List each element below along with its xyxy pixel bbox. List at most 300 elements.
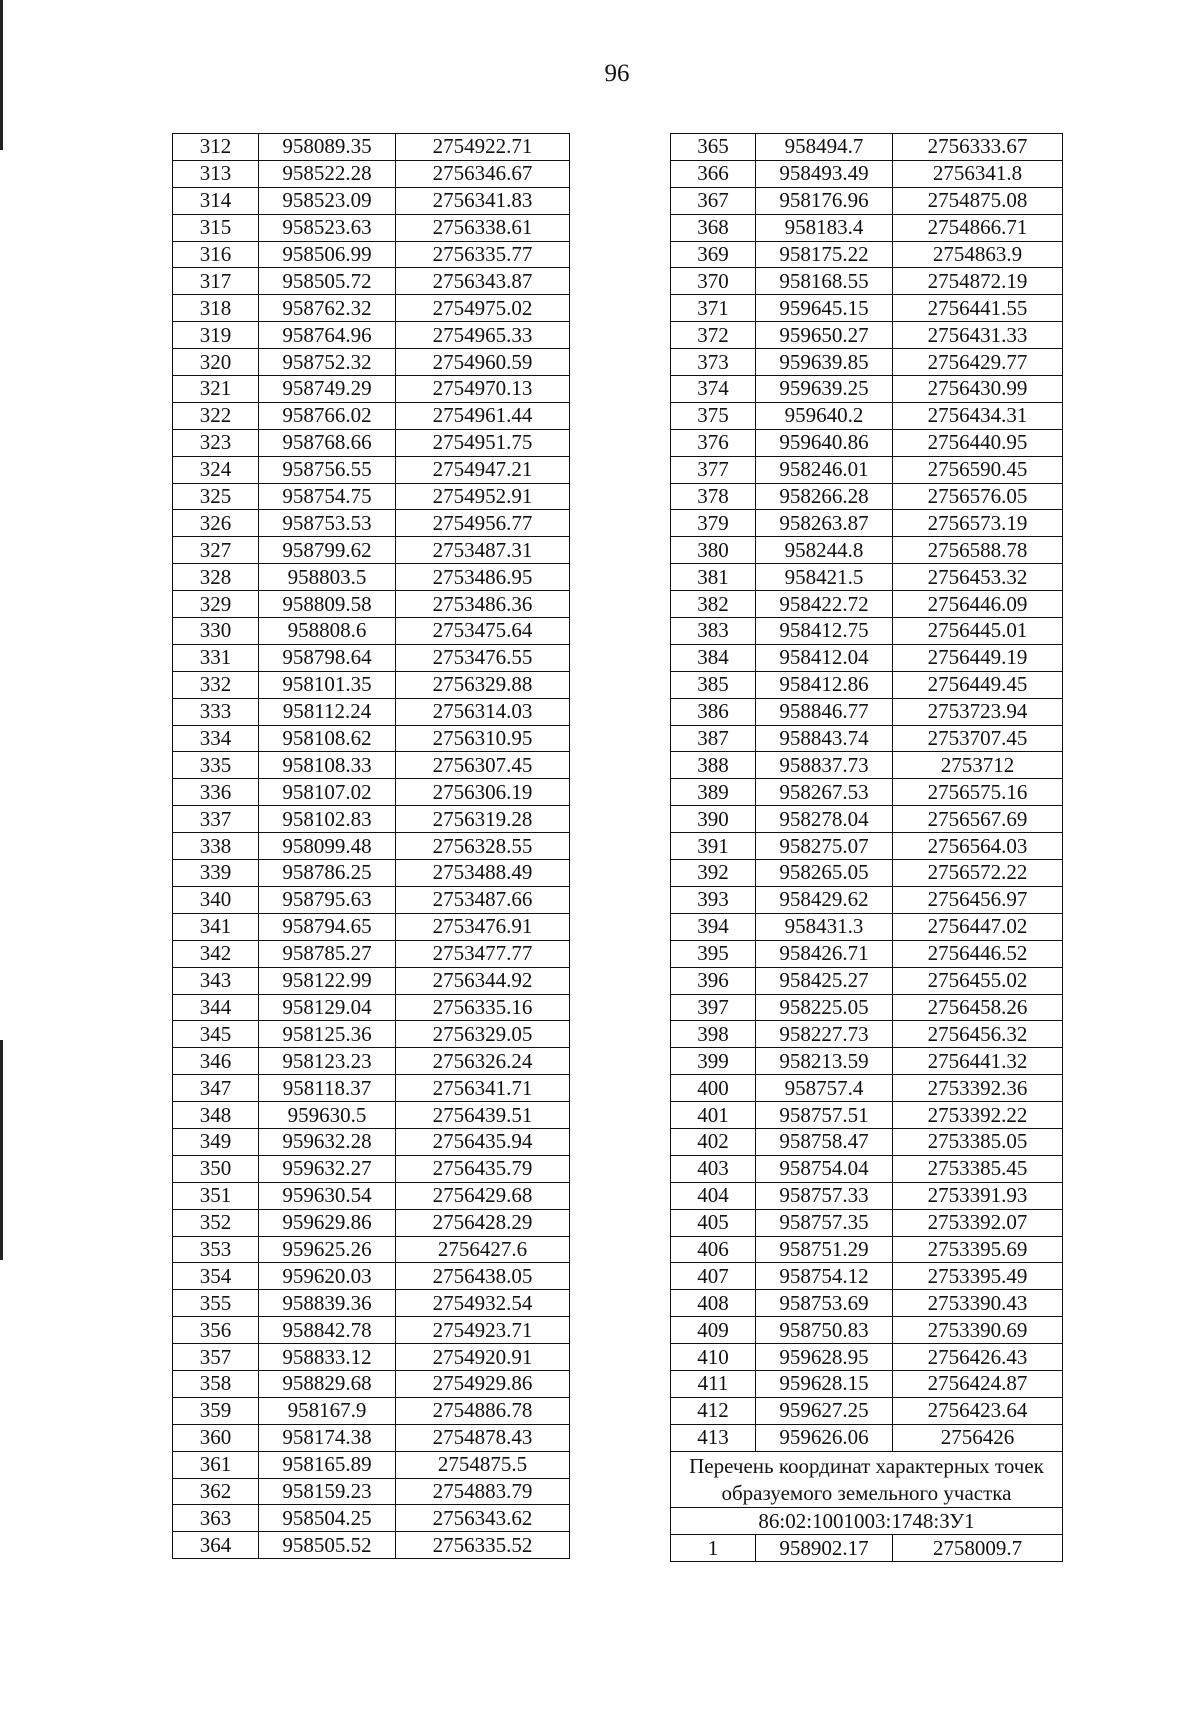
table-row	[671, 1182, 1063, 1209]
x-coordinate: 958757.4	[756, 1075, 893, 1102]
point-number: 387	[671, 725, 756, 752]
y-coordinate: 2756335.77	[396, 241, 570, 268]
table-row	[173, 1505, 570, 1532]
x-coordinate: 959630.5	[259, 1102, 396, 1129]
x-coordinate: 959632.27	[259, 1155, 396, 1182]
table-row	[173, 1102, 570, 1129]
coordinates-table-body	[173, 134, 570, 1559]
y-coordinate: 2756341.8	[893, 160, 1063, 187]
x-coordinate: 958754.12	[756, 1263, 893, 1290]
point-number: 352	[173, 1209, 259, 1236]
y-coordinate: 2756346.67	[396, 160, 570, 187]
x-coordinate: 958753.53	[259, 510, 396, 537]
y-coordinate: 2754872.19	[893, 268, 1063, 295]
x-coordinate: 958125.36	[259, 1021, 396, 1048]
y-coordinate: 2753476.55	[396, 644, 570, 671]
x-coordinate: 958102.83	[259, 806, 396, 833]
x-coordinate: 958506.99	[259, 241, 396, 268]
x-coordinate: 958794.65	[259, 913, 396, 940]
table-row	[173, 1451, 570, 1478]
table-row	[173, 376, 570, 403]
x-coordinate: 958244.8	[756, 537, 893, 564]
y-coordinate: 2756446.52	[893, 940, 1063, 967]
x-coordinate: 958263.87	[756, 510, 893, 537]
table-row	[671, 322, 1063, 349]
table-row	[671, 402, 1063, 429]
point-number: 315	[173, 214, 259, 241]
point-number: 361	[173, 1451, 259, 1478]
y-coordinate: 2753487.31	[396, 537, 570, 564]
y-coordinate: 2756588.78	[893, 537, 1063, 564]
x-coordinate: 958101.35	[259, 671, 396, 698]
table-row	[671, 1209, 1063, 1236]
y-coordinate: 2754922.71	[396, 134, 570, 161]
point-number: 326	[173, 510, 259, 537]
table-row	[173, 295, 570, 322]
x-coordinate: 958183.4	[756, 214, 893, 241]
point-number: 394	[671, 913, 756, 940]
table-row	[173, 591, 570, 618]
y-coordinate: 2754932.54	[396, 1290, 570, 1317]
point-number: 411	[671, 1370, 756, 1397]
point-number: 320	[173, 349, 259, 376]
point-number: 312	[173, 134, 259, 161]
table-row	[671, 295, 1063, 322]
y-coordinate: 2754878.43	[396, 1424, 570, 1451]
x-coordinate: 959629.86	[259, 1209, 396, 1236]
point-number: 379	[671, 510, 756, 537]
y-coordinate: 2756458.26	[893, 994, 1063, 1021]
table-row	[173, 833, 570, 860]
point-number: 396	[671, 967, 756, 994]
table-row	[173, 698, 570, 725]
table-row	[173, 510, 570, 537]
x-coordinate: 958422.72	[756, 591, 893, 618]
table-row	[173, 402, 570, 429]
x-coordinate: 958808.6	[259, 618, 396, 645]
point-number: 331	[173, 644, 259, 671]
x-coordinate: 958785.27	[259, 940, 396, 967]
x-coordinate: 958504.25	[259, 1505, 396, 1532]
table-row	[173, 806, 570, 833]
table-row	[173, 1075, 570, 1102]
y-coordinate: 2756429.68	[396, 1182, 570, 1209]
x-coordinate: 958753.69	[756, 1290, 893, 1317]
table-row	[173, 1182, 570, 1209]
table-row	[173, 940, 570, 967]
y-coordinate: 2756333.67	[893, 134, 1063, 161]
point-number: 404	[671, 1182, 756, 1209]
x-coordinate: 958786.25	[259, 860, 396, 887]
x-coordinate: 958112.24	[259, 698, 396, 725]
table-row	[671, 564, 1063, 591]
x-coordinate: 958751.29	[756, 1236, 893, 1263]
point-number: 329	[173, 591, 259, 618]
y-coordinate: 2756329.05	[396, 1021, 570, 1048]
y-coordinate: 2753385.05	[893, 1128, 1063, 1155]
point-number: 317	[173, 268, 259, 295]
y-coordinate: 2756576.05	[893, 483, 1063, 510]
y-coordinate: 2756455.02	[893, 967, 1063, 994]
x-coordinate: 959628.95	[756, 1344, 893, 1371]
point-number: 370	[671, 268, 756, 295]
table-row	[173, 1021, 570, 1048]
x-coordinate: 958421.5	[756, 564, 893, 591]
table-row	[173, 160, 570, 187]
point-number: 382	[671, 591, 756, 618]
y-coordinate: 2753707.45	[893, 725, 1063, 752]
y-coordinate: 2753395.69	[893, 1236, 1063, 1263]
x-coordinate: 959640.86	[756, 429, 893, 456]
point-number: 407	[671, 1263, 756, 1290]
point-number: 321	[173, 376, 259, 403]
table-row	[173, 1263, 570, 1290]
y-coordinate: 2756306.19	[396, 779, 570, 806]
x-coordinate: 958175.22	[756, 241, 893, 268]
y-coordinate: 2754929.86	[396, 1370, 570, 1397]
y-coordinate: 2756326.24	[396, 1048, 570, 1075]
point-number: 405	[671, 1209, 756, 1236]
point-number: 400	[671, 1075, 756, 1102]
x-coordinate: 958902.17	[756, 1535, 893, 1562]
table-row	[671, 1263, 1063, 1290]
section-header	[671, 1451, 1063, 1535]
y-coordinate: 2753392.22	[893, 1102, 1063, 1129]
point-number: 413	[671, 1424, 756, 1451]
table-row	[173, 1128, 570, 1155]
x-coordinate: 958839.36	[259, 1290, 396, 1317]
point-number: 368	[671, 214, 756, 241]
point-number: 388	[671, 752, 756, 779]
x-coordinate: 958107.02	[259, 779, 396, 806]
table-row	[671, 134, 1063, 161]
y-coordinate: 2756456.32	[893, 1021, 1063, 1048]
table-row	[173, 860, 570, 887]
coordinates-table-body	[671, 1535, 1063, 1562]
table-row	[671, 994, 1063, 1021]
point-number: 383	[671, 618, 756, 645]
y-coordinate: 2756575.16	[893, 779, 1063, 806]
table-row	[173, 241, 570, 268]
x-coordinate: 958246.01	[756, 456, 893, 483]
x-coordinate: 958412.86	[756, 671, 893, 698]
y-coordinate: 2753390.43	[893, 1290, 1063, 1317]
x-coordinate: 959639.85	[756, 349, 893, 376]
x-coordinate: 958176.96	[756, 187, 893, 214]
table-row	[173, 1317, 570, 1344]
y-coordinate: 2753392.36	[893, 1075, 1063, 1102]
point-number: 365	[671, 134, 756, 161]
point-number: 362	[173, 1478, 259, 1505]
table-row	[173, 483, 570, 510]
point-number: 323	[173, 429, 259, 456]
y-coordinate: 2753487.66	[396, 886, 570, 913]
table-row	[173, 1370, 570, 1397]
table-row	[671, 510, 1063, 537]
y-coordinate: 2756429.77	[893, 349, 1063, 376]
y-coordinate: 2754961.44	[396, 402, 570, 429]
x-coordinate: 958174.38	[259, 1424, 396, 1451]
table-row	[671, 1048, 1063, 1075]
point-number: 360	[173, 1424, 259, 1451]
point-number: 330	[173, 618, 259, 645]
x-coordinate: 958118.37	[259, 1075, 396, 1102]
table-row	[671, 187, 1063, 214]
x-coordinate: 958122.99	[259, 967, 396, 994]
x-coordinate: 958762.32	[259, 295, 396, 322]
point-number: 373	[671, 349, 756, 376]
y-coordinate: 2756441.55	[893, 295, 1063, 322]
x-coordinate: 958425.27	[756, 967, 893, 994]
table-row	[671, 886, 1063, 913]
point-number: 409	[671, 1317, 756, 1344]
y-coordinate: 2756438.05	[396, 1263, 570, 1290]
x-coordinate: 958758.47	[756, 1128, 893, 1155]
y-coordinate: 2756590.45	[893, 456, 1063, 483]
table-row	[173, 1236, 570, 1263]
table-row	[173, 618, 570, 645]
point-number: 350	[173, 1155, 259, 1182]
table-row	[173, 779, 570, 806]
y-coordinate: 2753486.95	[396, 564, 570, 591]
x-coordinate: 958833.12	[259, 1344, 396, 1371]
table-row	[173, 1209, 570, 1236]
y-coordinate: 2756431.33	[893, 322, 1063, 349]
x-coordinate: 958829.68	[259, 1370, 396, 1397]
x-coordinate: 959627.25	[756, 1397, 893, 1424]
x-coordinate: 958412.04	[756, 644, 893, 671]
table-row	[671, 1535, 1063, 1562]
point-number: 386	[671, 698, 756, 725]
table-row	[671, 913, 1063, 940]
point-number: 322	[173, 402, 259, 429]
point-number: 339	[173, 860, 259, 887]
y-coordinate: 2756435.94	[396, 1128, 570, 1155]
y-coordinate: 2756426	[893, 1424, 1063, 1451]
y-coordinate: 2753712	[893, 752, 1063, 779]
x-coordinate: 958505.52	[259, 1532, 396, 1559]
point-number: 366	[671, 160, 756, 187]
y-coordinate: 2756572.22	[893, 860, 1063, 887]
x-coordinate: 958123.23	[259, 1048, 396, 1075]
y-coordinate: 2756447.02	[893, 913, 1063, 940]
x-coordinate: 958795.63	[259, 886, 396, 913]
point-number: 340	[173, 886, 259, 913]
x-coordinate: 958757.35	[756, 1209, 893, 1236]
point-number: 391	[671, 833, 756, 860]
point-number: 351	[173, 1182, 259, 1209]
y-coordinate: 2754875.5	[396, 1451, 570, 1478]
point-number: 412	[671, 1397, 756, 1424]
table-row	[671, 268, 1063, 295]
y-coordinate: 2753476.91	[396, 913, 570, 940]
point-number: 318	[173, 295, 259, 322]
x-coordinate: 958159.23	[259, 1478, 396, 1505]
x-coordinate: 959626.06	[756, 1424, 893, 1451]
y-coordinate: 2756440.95	[893, 429, 1063, 456]
point-number: 401	[671, 1102, 756, 1129]
table-row	[671, 1344, 1063, 1371]
point-number: 348	[173, 1102, 259, 1129]
table-row	[671, 1290, 1063, 1317]
point-number: 358	[173, 1370, 259, 1397]
point-number: 367	[671, 187, 756, 214]
point-number: 345	[173, 1021, 259, 1048]
x-coordinate: 958842.78	[259, 1317, 396, 1344]
x-coordinate: 958265.05	[756, 860, 893, 887]
section-caption: Перечень координат характерных точек образуемого земельного участка	[671, 1451, 1063, 1508]
point-number: 355	[173, 1290, 259, 1317]
y-coordinate: 2754883.79	[396, 1478, 570, 1505]
table-row	[173, 1155, 570, 1182]
table-row	[173, 322, 570, 349]
y-coordinate: 2756446.09	[893, 591, 1063, 618]
point-number: 381	[671, 564, 756, 591]
x-coordinate: 959628.15	[756, 1370, 893, 1397]
y-coordinate: 2756338.61	[396, 214, 570, 241]
point-number: 403	[671, 1155, 756, 1182]
point-number: 344	[173, 994, 259, 1021]
point-number: 342	[173, 940, 259, 967]
scan-edge-mark	[0, 1040, 3, 1260]
point-number: 328	[173, 564, 259, 591]
x-coordinate: 959650.27	[756, 322, 893, 349]
table-row	[173, 913, 570, 940]
point-number: 1	[671, 1535, 756, 1562]
y-coordinate: 2754875.08	[893, 187, 1063, 214]
point-number: 402	[671, 1128, 756, 1155]
table-row	[671, 537, 1063, 564]
x-coordinate: 958522.28	[259, 160, 396, 187]
cadastral-number: 86:02:1001003:1748:ЗУ1	[671, 1508, 1063, 1535]
x-coordinate: 958429.62	[756, 886, 893, 913]
point-number: 325	[173, 483, 259, 510]
y-coordinate: 2756445.01	[893, 618, 1063, 645]
x-coordinate: 959625.26	[259, 1236, 396, 1263]
x-coordinate: 958846.77	[756, 698, 893, 725]
table-row	[173, 752, 570, 779]
table-row	[173, 1344, 570, 1371]
point-number: 377	[671, 456, 756, 483]
y-coordinate: 2756564.03	[893, 833, 1063, 860]
table-row	[671, 671, 1063, 698]
x-coordinate: 959645.15	[756, 295, 893, 322]
point-number: 347	[173, 1075, 259, 1102]
x-coordinate: 959620.03	[259, 1263, 396, 1290]
y-coordinate: 2756439.51	[396, 1102, 570, 1129]
y-coordinate: 2753391.93	[893, 1182, 1063, 1209]
x-coordinate: 958766.02	[259, 402, 396, 429]
y-coordinate: 2756341.71	[396, 1075, 570, 1102]
y-coordinate: 2756335.52	[396, 1532, 570, 1559]
table-row	[671, 241, 1063, 268]
table-row	[671, 940, 1063, 967]
table-row	[173, 886, 570, 913]
y-coordinate: 2758009.7	[893, 1535, 1063, 1562]
table-row	[671, 779, 1063, 806]
table-row	[671, 483, 1063, 510]
point-number: 364	[173, 1532, 259, 1559]
y-coordinate: 2756434.31	[893, 402, 1063, 429]
point-number: 398	[671, 1021, 756, 1048]
y-coordinate: 2756423.64	[893, 1397, 1063, 1424]
point-number: 389	[671, 779, 756, 806]
point-number: 338	[173, 833, 259, 860]
x-coordinate: 958426.71	[756, 940, 893, 967]
y-coordinate: 2753723.94	[893, 698, 1063, 725]
x-coordinate: 959640.2	[756, 402, 893, 429]
x-coordinate: 958756.55	[259, 456, 396, 483]
table-row	[173, 349, 570, 376]
table-row	[173, 1424, 570, 1451]
x-coordinate: 959632.28	[259, 1128, 396, 1155]
point-number: 353	[173, 1236, 259, 1263]
y-coordinate: 2756456.97	[893, 886, 1063, 913]
table-row	[671, 806, 1063, 833]
x-coordinate: 958837.73	[756, 752, 893, 779]
point-number: 385	[671, 671, 756, 698]
point-number: 399	[671, 1048, 756, 1075]
x-coordinate: 958168.55	[756, 268, 893, 295]
y-coordinate: 2756430.99	[893, 376, 1063, 403]
table-row	[671, 1370, 1063, 1397]
y-coordinate: 2754923.71	[396, 1317, 570, 1344]
point-number: 390	[671, 806, 756, 833]
y-coordinate: 2756307.45	[396, 752, 570, 779]
page-number: 96	[604, 60, 630, 87]
table-row	[671, 1236, 1063, 1263]
y-coordinate: 2756449.45	[893, 671, 1063, 698]
table-row	[671, 698, 1063, 725]
y-coordinate: 2756453.32	[893, 564, 1063, 591]
y-coordinate: 2756310.95	[396, 725, 570, 752]
table-row	[671, 456, 1063, 483]
x-coordinate: 958089.35	[259, 134, 396, 161]
y-coordinate: 2754956.77	[396, 510, 570, 537]
x-coordinate: 958523.63	[259, 214, 396, 241]
x-coordinate: 958757.51	[756, 1102, 893, 1129]
x-coordinate: 959630.54	[259, 1182, 396, 1209]
point-number: 375	[671, 402, 756, 429]
x-coordinate: 958798.64	[259, 644, 396, 671]
x-coordinate: 958843.74	[756, 725, 893, 752]
y-coordinate: 2754863.9	[893, 241, 1063, 268]
x-coordinate: 958225.05	[756, 994, 893, 1021]
y-coordinate: 2756424.87	[893, 1370, 1063, 1397]
point-number: 336	[173, 779, 259, 806]
y-coordinate: 2753488.49	[396, 860, 570, 887]
y-coordinate: 2754960.59	[396, 349, 570, 376]
table-row	[173, 994, 570, 1021]
point-number: 346	[173, 1048, 259, 1075]
y-coordinate: 2754951.75	[396, 429, 570, 456]
table-row	[173, 1397, 570, 1424]
point-number: 406	[671, 1236, 756, 1263]
x-coordinate: 958750.83	[756, 1317, 893, 1344]
point-number: 376	[671, 429, 756, 456]
point-number: 359	[173, 1397, 259, 1424]
x-coordinate: 958752.32	[259, 349, 396, 376]
point-number: 332	[173, 671, 259, 698]
table-row	[671, 1424, 1063, 1451]
y-coordinate: 2754952.91	[396, 483, 570, 510]
x-coordinate: 958213.59	[756, 1048, 893, 1075]
y-coordinate: 2756435.79	[396, 1155, 570, 1182]
section-caption-row	[671, 1451, 1063, 1508]
coordinates-table-left	[172, 133, 570, 1559]
y-coordinate: 2753395.49	[893, 1263, 1063, 1290]
point-number: 341	[173, 913, 259, 940]
